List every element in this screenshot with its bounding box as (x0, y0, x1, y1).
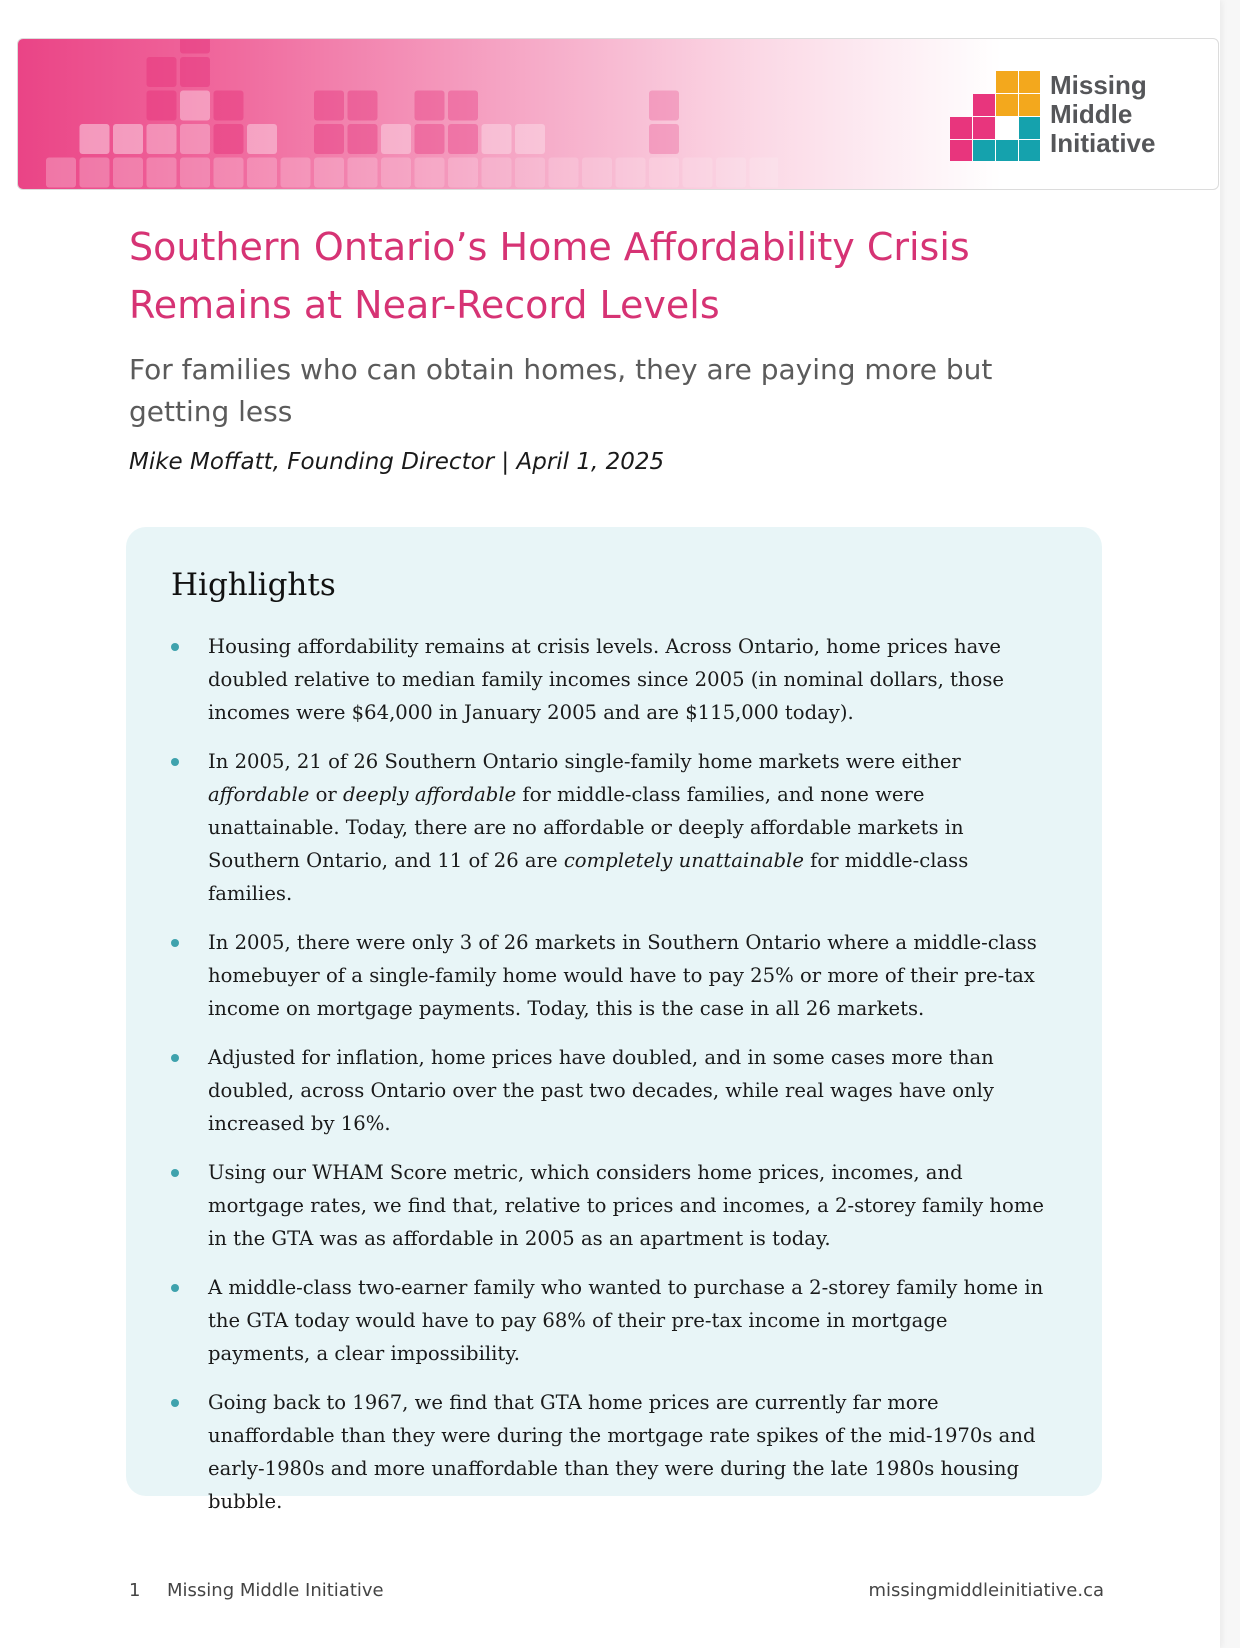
logo-square (996, 71, 1018, 93)
logo-line-1: Missing (1050, 70, 1147, 100)
highlight-text: for middle-class families, and none were unattainable. Today, there are no affordable or deeply affordable markets in Southern Ontario, and 11 of 26 are (208, 783, 964, 872)
banner-tile (147, 158, 177, 188)
banner-tile (180, 158, 210, 188)
banner-tile (448, 124, 478, 154)
banner-tile (482, 124, 512, 154)
banner-tile (549, 158, 579, 188)
banner-tile (180, 57, 210, 87)
bullet-icon (171, 1284, 179, 1292)
banner-tile (415, 91, 445, 121)
logo-square (1019, 71, 1040, 93)
bullet-icon (171, 758, 179, 766)
banner-tile (314, 158, 344, 188)
banner-tile (214, 158, 244, 188)
logo-square (973, 117, 995, 139)
byline: Mike Moffatt, Founding Director | April 1, 2025 (129, 449, 665, 475)
highlights-box (126, 527, 1102, 1513)
highlight-item (170, 1271, 1050, 1370)
highlights-list (170, 630, 1050, 1534)
highlight-text: Housing affordability remains at crisis levels. Across Ontario, home prices have doubled relative to median family incomes since 2005 (in nominal dollars, those incomes were $64,000 in January 2005 and are $115,000 today). (208, 635, 1004, 724)
banner-tile (415, 158, 445, 188)
banner-tile (80, 158, 110, 188)
highlight-text: or (309, 783, 343, 806)
banner-tile (616, 158, 646, 188)
banner-tile (482, 158, 512, 188)
highlight-emphasis: deeply affordable (342, 783, 517, 806)
banner-tile (314, 124, 344, 154)
banner-tile (649, 158, 679, 188)
highlight-item (170, 926, 1050, 1025)
banner-tile (515, 124, 545, 154)
logo-square (996, 140, 1018, 161)
bullet-icon (171, 1399, 179, 1407)
highlight-emphasis: affordable (208, 783, 310, 806)
logo-line-2: Middle (1050, 99, 1133, 129)
banner-tile (247, 158, 277, 188)
highlight-text: Using our WHAM Score metric, which considers home prices, incomes, and mortgage rates, we find that, relative to prices and incomes, a 2-storey family home in the GTA was as affordable in 2005 as an apartment is today. (208, 1161, 1044, 1250)
highlight-item (170, 1041, 1050, 1140)
banner-tile-pattern (18, 39, 778, 189)
highlight-text: In 2005, 21 of 26 Southern Ontario single-family home markets were either (208, 750, 961, 773)
banner-tile (649, 124, 679, 154)
footer-org-name: Missing Middle Initiative (167, 1580, 384, 1601)
banner-tile (180, 39, 210, 54)
page-title: Southern Ontario’s Home Affordability Crisis Remains at Near-Record Levels (129, 225, 970, 327)
banner-tile (247, 124, 277, 154)
bullet-icon (171, 643, 179, 651)
banner-tile (214, 91, 244, 121)
logo-square (1019, 140, 1040, 161)
highlight-item (170, 1156, 1050, 1255)
banner-tile (113, 124, 143, 154)
bullet-icon (171, 939, 179, 947)
logo-square (1019, 94, 1040, 116)
logo (950, 71, 1210, 161)
highlight-item (170, 1386, 1050, 1518)
page-subtitle: For families who can obtain homes, they are paying more but getting less (129, 353, 993, 428)
banner-tile (46, 158, 76, 188)
banner-tile (381, 158, 411, 188)
banner-tile (716, 158, 746, 188)
banner-tile (515, 158, 545, 188)
banner-tile (448, 158, 478, 188)
banner-tile (147, 91, 177, 121)
logo-square (973, 140, 995, 161)
banner-tile (214, 124, 244, 154)
header-banner (17, 38, 1219, 190)
highlight-text: A middle-class two-earner family who wanted to purchase a 2-storey family home in the GTA today would have to pay 68% of their pre-tax income in mortgage payments, a clear impossibility. (208, 1276, 1044, 1365)
highlight-emphasis: completely unattainable (563, 849, 804, 872)
logo-mark-icon (950, 71, 1040, 161)
banner-tile (649, 91, 679, 121)
banner-tile (281, 158, 311, 188)
banner-tile (314, 91, 344, 121)
bullet-icon (171, 1169, 179, 1177)
banner-tile (348, 158, 378, 188)
highlight-item (170, 630, 1050, 729)
banner-tile (147, 57, 177, 87)
logo-square (996, 94, 1018, 116)
highlight-text: for middle-class families. (208, 849, 969, 905)
highlight-text: Adjusted for inflation, home prices have doubled, and in some cases more than doubled, across Ontario over the past two decades, while real wages have only increased by 16%. (208, 1046, 994, 1135)
banner-tile (448, 91, 478, 121)
logo-square (1019, 117, 1040, 139)
logo-line-3: Initiative (1050, 128, 1156, 158)
banner-tile (582, 158, 612, 188)
banner-tile (381, 124, 411, 154)
banner-tile (113, 158, 143, 188)
bullet-icon (171, 1054, 179, 1062)
banner-tile (348, 91, 378, 121)
banner-tile (415, 124, 445, 154)
footer-website-link[interactable]: missingmiddleinitiative.ca (868, 1580, 1104, 1601)
banner-tile (147, 124, 177, 154)
banner-tile (80, 124, 110, 154)
banner-tile (348, 124, 378, 154)
logo-square (973, 94, 995, 116)
highlight-text: Going back to 1967, we find that GTA home prices are currently far more unaffordable than they were during the mortgage rate spikes of the mid-1970s and early-1980s and more unaffordable than they were during the late 1980s housing bubble. (208, 1391, 1036, 1513)
banner-tile (750, 158, 779, 188)
highlight-text: In 2005, there were only 3 of 26 markets in Southern Ontario where a middle-class homebuyer of a single-family home would have to pay 25% or more of their pre-tax income on mortgage payments. Today, this is the case in all 26 markets. (208, 931, 1037, 1020)
logo-wordmark (1050, 71, 1155, 158)
banner-tile (180, 91, 210, 121)
banner-tile (180, 124, 210, 154)
banner-tile (683, 158, 713, 188)
page-number: 1 (129, 1580, 141, 1601)
logo-square (950, 140, 972, 161)
logo-square (950, 117, 972, 139)
highlight-item (170, 745, 1050, 910)
highlights-heading: Highlights (171, 567, 336, 603)
